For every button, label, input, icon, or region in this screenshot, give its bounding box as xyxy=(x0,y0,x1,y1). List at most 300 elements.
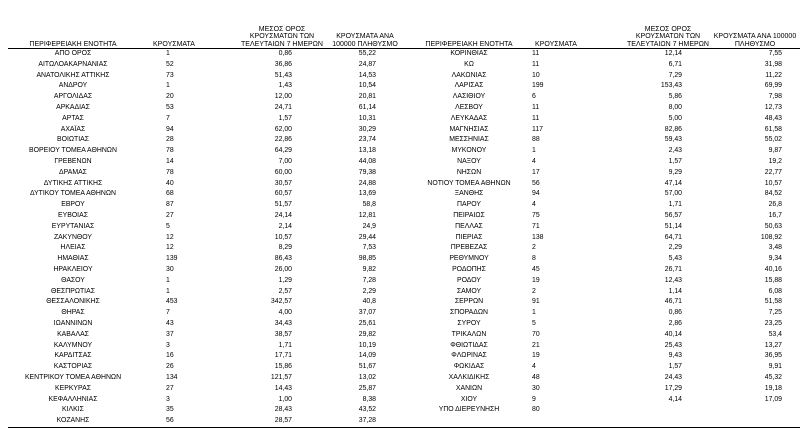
table-row xyxy=(8,287,404,298)
table-row xyxy=(8,103,404,114)
per100k-cell: 8,38 xyxy=(362,395,376,403)
region-cell: ΒΟΡΕΙΟΥ ΤΟΜΕΑ ΑΘΗΝΩΝ xyxy=(29,147,117,155)
table-row xyxy=(404,319,800,330)
per100k-cell: 13,02 xyxy=(358,373,376,381)
region-cell: ΑΧΑΪΑΣ xyxy=(60,125,86,133)
avg7-cell: 4,00 xyxy=(278,309,292,317)
per100k-cell: 36,95 xyxy=(764,352,782,360)
cases-cell: 56 xyxy=(166,417,174,425)
per100k-cell: 19,18 xyxy=(764,384,782,392)
avg7-cell: 15,86 xyxy=(274,363,292,371)
table-row xyxy=(404,179,800,190)
avg7-cell: 4,14 xyxy=(668,395,682,403)
table-row xyxy=(404,211,800,222)
cases-cell: 7 xyxy=(166,309,170,317)
table-row xyxy=(8,125,404,136)
region-cell: ΜΥΚΟΝΟΥ xyxy=(451,147,487,155)
per100k-cell: 61,58 xyxy=(764,125,782,133)
per100k-cell: 9,34 xyxy=(768,255,782,263)
avg7-cell: 1,43 xyxy=(278,82,292,90)
region-cell: ΝΟΤΙΟΥ ΤΟΜΕΑ ΑΘΗΝΩΝ xyxy=(427,179,511,187)
avg7-cell: 60,00 xyxy=(274,168,292,176)
region-cell: ΕΥΒΟΙΑΣ xyxy=(58,211,88,219)
avg7-cell: 1,14 xyxy=(668,287,682,295)
region-cell: ΛΕΣΒΟΥ xyxy=(455,103,483,111)
per100k-cell: 50,63 xyxy=(764,222,782,230)
table-row xyxy=(8,71,404,82)
avg7-cell: 1,57 xyxy=(278,114,292,122)
per100k-cell: 19,2 xyxy=(768,157,782,165)
avg7-cell: 28,57 xyxy=(274,417,292,425)
region-cell: ΚΑΒΑΛΑΣ xyxy=(57,330,89,338)
avg7-cell: 8,29 xyxy=(278,244,292,252)
region-cell: ΤΡΙΚΑΛΩΝ xyxy=(451,330,487,338)
region-cell: ΗΡΑΚΛΕΙΟΥ xyxy=(53,265,93,273)
region-cell: ΚΟΖΑΝΗΣ xyxy=(56,417,90,425)
table-body xyxy=(404,49,800,416)
cases-cell: 78 xyxy=(166,147,174,155)
cases-cell: 88 xyxy=(532,136,540,144)
avg7-cell: 86,43 xyxy=(274,255,292,263)
cases-cell: 91 xyxy=(532,298,540,306)
cases-cell: 11 xyxy=(532,103,540,111)
table-row xyxy=(404,71,800,82)
per100k-cell: 24,9 xyxy=(362,222,376,230)
region-cell: ΣΑΜΟΥ xyxy=(456,287,482,295)
table-header xyxy=(8,14,404,49)
cases-cell: 1 xyxy=(166,276,170,284)
table-row xyxy=(8,330,404,341)
region-cell: ΑΡΚΑΔΙΑΣ xyxy=(56,103,90,111)
table-row xyxy=(8,92,404,103)
region-cell: ΚΩ xyxy=(464,60,474,68)
cases-cell: 17 xyxy=(532,168,540,176)
per100k-cell: 40,8 xyxy=(362,298,376,306)
table-row xyxy=(8,168,404,179)
table-row xyxy=(404,168,800,179)
cases-cell: 30 xyxy=(166,265,174,273)
cases-cell: 8 xyxy=(532,255,536,263)
table-row xyxy=(404,135,800,146)
table-row xyxy=(404,81,800,92)
per100k-cell: 14,53 xyxy=(358,71,376,79)
avg7-cell: 30,57 xyxy=(274,179,292,187)
avg7-cell: 1,29 xyxy=(278,276,292,284)
region-cell: ΠΑΡΟΥ xyxy=(457,201,481,209)
cases-cell: 73 xyxy=(166,71,174,79)
avg7-cell: 51,43 xyxy=(274,71,292,79)
per100k-cell: 25,61 xyxy=(358,319,376,327)
table-row xyxy=(404,395,800,406)
per100k-cell: 51,67 xyxy=(358,363,376,371)
per100k-cell: 6,08 xyxy=(768,287,782,295)
avg7-cell: 1,00 xyxy=(278,395,292,403)
region-header: ΠΕΡΙΦΕΡΕΙΑΚΗ ΕΝΟΤΗΤΑ xyxy=(29,40,117,48)
avg7-cell: 1,57 xyxy=(668,157,682,165)
cases-cell: 78 xyxy=(166,168,174,176)
per100k-cell: 37,07 xyxy=(358,309,376,317)
avg7-cell: 36,86 xyxy=(274,60,292,68)
region-cell: ΔΡΑΜΑΣ xyxy=(59,168,87,176)
table-row xyxy=(8,135,404,146)
table-header xyxy=(404,14,800,49)
per100k-cell: 29,82 xyxy=(358,330,376,338)
per100k-cell: 7,98 xyxy=(768,93,782,101)
region-cell: ΑΙΤΩΛΟΑΚΑΡΝΑΝΙΑΣ xyxy=(38,60,108,68)
table-row xyxy=(8,146,404,157)
cases-cell: 27 xyxy=(166,211,174,219)
region-cell: ΡΟΔΟΠΗΣ xyxy=(452,265,486,273)
per100k-cell: 7,28 xyxy=(362,276,376,284)
per100k-cell: 43,52 xyxy=(358,406,376,414)
table-row xyxy=(8,211,404,222)
table-row xyxy=(404,222,800,233)
avg7-cell: 47,14 xyxy=(664,179,682,187)
per100k-cell: 7,55 xyxy=(768,50,782,57)
cases-cell: 4 xyxy=(532,201,536,209)
table-row xyxy=(8,405,404,416)
avg7-cell: 2,86 xyxy=(668,319,682,327)
per100k-cell: 55,22 xyxy=(358,50,376,57)
cases-cell: 27 xyxy=(166,384,174,392)
cases-cell: 12 xyxy=(166,233,174,241)
per100k-cell: 45,32 xyxy=(764,373,782,381)
table-row xyxy=(8,200,404,211)
per100k-cell: 2,29 xyxy=(362,287,376,295)
region-cell: ΚΑΛΥΜΝΟΥ xyxy=(53,341,93,349)
avg7-cell: 1,57 xyxy=(668,363,682,371)
avg7-cell: 25,43 xyxy=(664,341,682,349)
table-row xyxy=(404,200,800,211)
avg7-cell: 8,00 xyxy=(668,103,682,111)
region-cell: ΦΘΙΩΤΙΔΑΣ xyxy=(450,341,488,349)
table-row xyxy=(8,243,404,254)
per100k-cell: 26,8 xyxy=(768,201,782,209)
region-cell: ΡΕΘΥΜΝΟΥ xyxy=(449,255,489,263)
avg7-cell: 10,57 xyxy=(274,233,292,241)
region-cell: ΚΕΡΚΥΡΑΣ xyxy=(55,384,91,392)
cases-cell: 4 xyxy=(532,157,536,165)
region-cell: ΙΩΑΝΝΙΝΩΝ xyxy=(53,319,93,327)
region-cell: ΣΠΟΡΑΔΩΝ xyxy=(449,309,488,317)
avg7-cell: 2,57 xyxy=(278,287,292,295)
table-row xyxy=(404,308,800,319)
avg7-cell: 24,14 xyxy=(274,211,292,219)
avg7-cell: 12,00 xyxy=(274,93,292,101)
avg7-cell: 40,14 xyxy=(664,330,682,338)
per100k-cell: 69,99 xyxy=(764,82,782,90)
per100k-cell: 30,29 xyxy=(358,125,376,133)
table-row xyxy=(404,265,800,276)
table-row xyxy=(404,297,800,308)
table-row xyxy=(8,189,404,200)
table-row xyxy=(8,341,404,352)
table-row xyxy=(404,254,800,265)
region-cell: ΠΡΕΒΕΖΑΣ xyxy=(450,244,488,252)
table-row xyxy=(404,189,800,200)
per100k-cell: 24,88 xyxy=(358,179,376,187)
per100k-cell: 98,85 xyxy=(358,255,376,263)
table-row xyxy=(8,416,404,427)
cases-cell: 94 xyxy=(532,190,540,198)
region-cell: ΗΛΕΙΑΣ xyxy=(60,244,86,252)
region-cell: ΝΑΞΟΥ xyxy=(457,157,481,165)
table-row xyxy=(404,373,800,384)
avg7-cell: 17,71 xyxy=(274,352,292,360)
region-cell: ΘΑΣΟΥ xyxy=(61,276,85,284)
cases-cell: 52 xyxy=(166,60,174,68)
avg7-cell: 121,57 xyxy=(270,373,292,381)
per100k-cell: 13,69 xyxy=(358,190,376,198)
region-cell: ΑΠΟ ΟΡΟΣ xyxy=(54,50,92,57)
avg7-cell: 14,43 xyxy=(274,384,292,392)
region-cell: ΧΙΟΥ xyxy=(460,395,478,403)
table-row xyxy=(404,351,800,362)
region-cell: ΗΜΑΘΙΑΣ xyxy=(57,255,89,263)
table-row xyxy=(8,362,404,373)
cases-header: ΚΡΟΥΣΜΑΤΑ xyxy=(535,40,577,48)
per100k-cell: 17,09 xyxy=(764,395,782,403)
avg7-cell: 64,71 xyxy=(664,233,682,241)
cases-cell: 16 xyxy=(166,352,174,360)
avg7-cell: 9,43 xyxy=(668,352,682,360)
table-row xyxy=(8,297,404,308)
per100k-cell: 58,8 xyxy=(362,201,376,209)
per100k-cell: 24,87 xyxy=(358,60,376,68)
avg7-cell: 38,57 xyxy=(274,330,292,338)
region-cell: ΧΑΝΙΩΝ xyxy=(455,384,483,392)
cases-cell: 1 xyxy=(532,147,536,155)
region-cell: ΛΕΥΚΑΔΑΣ xyxy=(450,114,488,122)
table-row xyxy=(8,384,404,395)
region-cell: ΕΒΡΟΥ xyxy=(61,201,85,209)
cases-cell: 139 xyxy=(166,255,178,263)
region-cell: ΓΡΕΒΕΝΩΝ xyxy=(54,157,92,165)
table-row xyxy=(404,276,800,287)
table-row xyxy=(404,362,800,373)
cases-cell: 53 xyxy=(166,103,174,111)
region-cell: ΞΑΝΘΗΣ xyxy=(454,190,484,198)
per100k-cell: 9,91 xyxy=(768,363,782,371)
per100k-cell: 11,22 xyxy=(765,71,782,79)
cases-cell: 6 xyxy=(532,93,536,101)
cases-cell: 68 xyxy=(166,190,174,198)
per100k-cell: 9,82 xyxy=(362,265,376,273)
cases-cell: 10 xyxy=(532,71,540,79)
table-row xyxy=(404,330,800,341)
cases-cell: 453 xyxy=(166,298,178,306)
avg7-cell: 46,71 xyxy=(664,298,682,306)
cases-cell: 14 xyxy=(166,157,174,165)
avg7-cell: 57,00 xyxy=(664,190,682,198)
table-row xyxy=(404,405,800,416)
cases-header: ΚΡΟΥΣΜΑΤΑ xyxy=(153,40,195,48)
per100k-cell: 12,73 xyxy=(764,103,782,111)
per100k-cell: 53,4 xyxy=(768,330,782,338)
per100k-cell: 7,53 xyxy=(362,244,376,252)
cases-cell: 28 xyxy=(166,136,174,144)
avg7-cell: 56,57 xyxy=(664,211,682,219)
cases-cell: 35 xyxy=(166,406,174,414)
avg7-cell: 62,00 xyxy=(274,125,292,133)
region-cell: ΘΕΣΠΡΩΤΙΑΣ xyxy=(51,287,95,295)
per100k-cell: 16,7 xyxy=(768,211,782,219)
avg7-cell: 24,71 xyxy=(274,103,292,111)
region-cell: ΦΛΩΡΙΝΑΣ xyxy=(451,352,487,360)
per100k-cell: 31,98 xyxy=(764,60,782,68)
per100k-cell: 14,09 xyxy=(358,352,376,360)
table-row xyxy=(404,60,800,71)
region-cell: ΕΥΡΥΤΑΝΙΑΣ xyxy=(51,222,95,230)
avg7-cell: 2,29 xyxy=(668,244,682,252)
cases-cell: 30 xyxy=(532,384,540,392)
per100k-cell: 7,25 xyxy=(768,309,782,317)
per100k-cell: 10,57 xyxy=(764,179,782,187)
per100k-cell: 12,81 xyxy=(358,211,376,219)
per100k-cell: 61,14 xyxy=(358,103,376,111)
region-cell: ΛΑΚΩΝΙΑΣ xyxy=(451,71,487,79)
region-cell: ΑΝΔΡΟΥ xyxy=(58,82,88,90)
per100k-header: ΚΡΟΥΣΜΑΤΑ ΑΝΑ 100000 ΠΛΗΘΥΣΜΟ xyxy=(713,33,797,48)
avg7-cell: 1,71 xyxy=(668,201,682,209)
region-cell: ΜΑΓΝΗΣΙΑΣ xyxy=(449,125,489,133)
avg7-cell: 24,43 xyxy=(664,373,682,381)
avg7-cell: 26,71 xyxy=(664,265,682,273)
avg7-cell: 9,29 xyxy=(668,168,682,176)
avg7-cell: 5,86 xyxy=(668,93,682,101)
region-cell: ΧΑΛΚΙΔΙΚΗΣ xyxy=(448,373,490,381)
per100k-cell: 13,27 xyxy=(764,341,782,349)
table-row xyxy=(8,114,404,125)
avg7-cell: 28,43 xyxy=(274,406,292,414)
cases-cell: 7 xyxy=(166,114,170,122)
table-row xyxy=(8,254,404,265)
per100k-cell: 15,88 xyxy=(764,276,782,284)
avg7-cell: 82,86 xyxy=(664,125,682,133)
avg7-cell: 1,71 xyxy=(278,341,292,349)
region-cell: ΚΙΛΚΙΣ xyxy=(62,406,84,414)
table-row xyxy=(404,114,800,125)
avg7-cell: 12,14 xyxy=(664,50,682,57)
per100k-cell: 10,31 xyxy=(358,114,376,122)
region-cell: ΛΑΣΙΘΙΟΥ xyxy=(452,93,486,101)
table-row xyxy=(404,146,800,157)
table-row xyxy=(404,157,800,168)
cases-cell: 3 xyxy=(166,395,170,403)
per100k-cell: 20,81 xyxy=(358,93,376,101)
cases-cell: 87 xyxy=(166,201,174,209)
avg7-cell: 6,71 xyxy=(668,60,682,68)
cases-cell: 43 xyxy=(166,319,174,327)
cases-cell: 1 xyxy=(166,50,170,57)
avg7-cell: 153,43 xyxy=(660,82,682,90)
table-row xyxy=(8,157,404,168)
region-header: ΠΕΡΙΦΕΡΕΙΑΚΗ ΕΝΟΤΗΤΑ xyxy=(425,40,513,48)
table-row xyxy=(8,351,404,362)
avg7-cell: 51,14 xyxy=(664,222,682,230)
cases-cell: 5 xyxy=(166,222,170,230)
table-row xyxy=(8,265,404,276)
cases-cell: 5 xyxy=(532,319,536,327)
avg7-cell: 5,00 xyxy=(668,114,682,122)
avg7-cell: 60,57 xyxy=(274,190,292,198)
table-row xyxy=(404,233,800,244)
per100k-cell: 55,02 xyxy=(764,136,782,144)
region-cell: ΛΑΡΙΣΑΣ xyxy=(454,82,484,90)
table-row xyxy=(404,125,800,136)
per100k-cell: 29,44 xyxy=(358,233,376,241)
region-cell: ΡΟΔΟΥ xyxy=(456,276,481,284)
table-row xyxy=(404,243,800,254)
cases-cell: 40 xyxy=(166,179,174,187)
cases-cell: 19 xyxy=(532,352,540,360)
table-row xyxy=(8,81,404,92)
table-row xyxy=(404,103,800,114)
cases-cell: 70 xyxy=(532,330,540,338)
avg7-cell: 0,86 xyxy=(278,50,292,57)
region-cell: ΣΕΡΡΩΝ xyxy=(454,298,484,306)
table-bottom-rule xyxy=(8,427,800,428)
region-cell: ΦΩΚΙΔΑΣ xyxy=(453,363,485,371)
cases-cell: 94 xyxy=(166,125,174,133)
cases-cell: 37 xyxy=(166,330,174,338)
per100k-cell: 108,92 xyxy=(760,233,782,241)
region-cell: ΥΠΟ ΔΙΕΡΕΥΝΗΣΗ xyxy=(438,406,500,414)
table-row xyxy=(404,49,800,60)
per100k-cell: 23,74 xyxy=(358,136,376,144)
region-cell: ΝΗΣΩΝ xyxy=(456,168,482,176)
avg7-cell: 7,29 xyxy=(668,71,682,79)
table-row xyxy=(8,373,404,384)
avg7-cell: 17,29 xyxy=(664,384,682,392)
avg7-cell: 26,00 xyxy=(274,265,292,273)
avg7-cell: 7,00 xyxy=(278,157,292,165)
cases-cell: 2 xyxy=(532,244,536,252)
table-row xyxy=(404,92,800,103)
table-row xyxy=(8,319,404,330)
cases-cell: 56 xyxy=(532,179,540,187)
per100k-cell: 10,19 xyxy=(358,341,376,349)
table-row xyxy=(404,287,800,298)
avg7-header: ΜΕΣΟΣ ΟΡΟΣ ΚΡΟΥΣΜΑΤΩΝ ΤΩΝ ΤΕΛΕΥΤΑΙΩΝ 7 ΗΜΕΡΩΝ xyxy=(627,25,709,48)
region-cell: ΣΥΡΟΥ xyxy=(457,319,481,327)
avg7-cell: 0,86 xyxy=(668,309,682,317)
region-cell: ΖΑΚΥΝΘΟΥ xyxy=(53,233,93,241)
left-table xyxy=(8,14,404,428)
region-cell: ΚΑΡΔΙΤΣΑΣ xyxy=(54,352,92,360)
avg7-cell: 2,14 xyxy=(278,222,292,230)
cases-cell: 45 xyxy=(532,265,540,273)
cases-cell: 117 xyxy=(532,125,543,133)
region-cell: ΒΟΙΩΤΙΑΣ xyxy=(56,136,89,144)
cases-cell: 134 xyxy=(166,373,178,381)
avg7-cell: 2,43 xyxy=(668,147,682,155)
cases-cell: 80 xyxy=(532,406,540,414)
cases-cell: 4 xyxy=(532,363,536,371)
per100k-cell: 48,43 xyxy=(764,114,782,122)
cases-cell: 1 xyxy=(532,309,536,317)
region-cell: ΑΡΓΟΛΙΔΑΣ xyxy=(53,93,93,101)
table-row xyxy=(8,179,404,190)
cases-cell: 48 xyxy=(532,373,540,381)
region-cell: ΠΕΙΡΑΙΩΣ xyxy=(453,211,485,219)
table-row xyxy=(8,60,404,71)
cases-cell: 21 xyxy=(532,341,540,349)
table-row xyxy=(8,395,404,406)
per100k-cell: 22,77 xyxy=(764,168,782,176)
cases-cell: 1 xyxy=(166,82,170,90)
region-cell: ΜΕΣΣΗΝΙΑΣ xyxy=(449,136,489,144)
